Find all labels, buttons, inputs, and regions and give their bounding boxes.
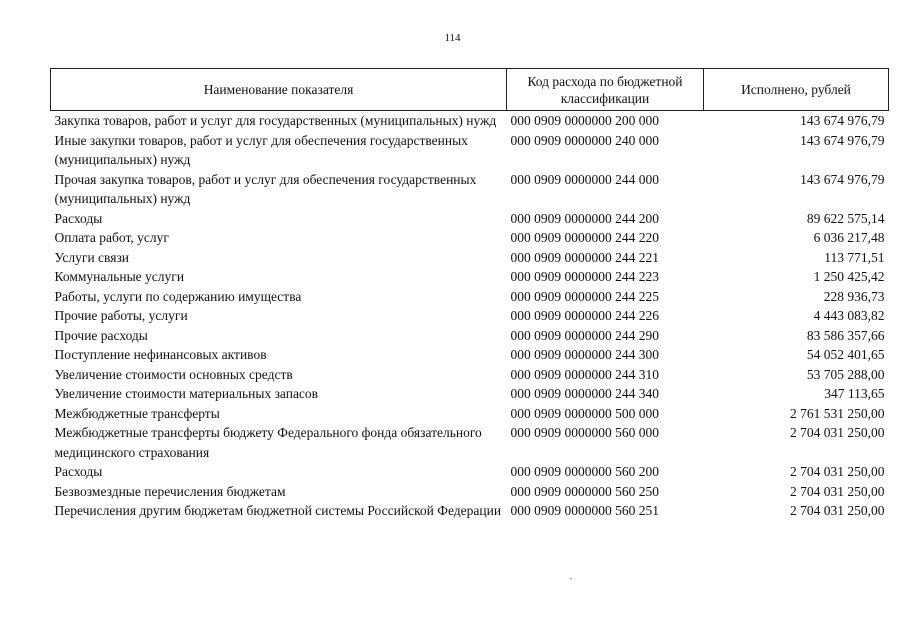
row-code: 000 0909 0000000 560 250	[510, 483, 659, 499]
table-row	[51, 501, 889, 521]
row-code: 000 0909 0000000 200 000	[510, 113, 659, 128]
table-row	[51, 131, 889, 170]
row-name: Прочие работы, услуги	[54, 308, 188, 323]
row-code: 000 0909 0000000 240 000	[510, 132, 659, 148]
row-sum: 2 704 031 250,00	[790, 425, 885, 440]
table-row	[51, 248, 889, 268]
table-row	[51, 423, 889, 462]
row-code: 000 0909 0000000 244 225	[510, 288, 659, 304]
row-code: 000 0909 0000000 560 251	[510, 503, 659, 518]
row-code: 000 0909 0000000 244 340	[510, 386, 659, 401]
row-sum: 228 936,73	[823, 288, 885, 304]
table-row	[51, 111, 889, 131]
row-sum: 89 622 575,14	[806, 210, 885, 226]
table-body	[51, 111, 889, 521]
row-name: Прочая закупка товаров, работ и услуг для обеспечения государственных (муниципальных) нужд	[54, 171, 477, 206]
scan-speck	[570, 578, 572, 579]
row-sum: 6 036 217,48	[813, 230, 885, 245]
row-name: Увеличение стоимости материальных запасов	[54, 386, 319, 401]
row-code: 000 0909 0000000 560 200	[510, 464, 659, 479]
row-sum: 143 674 976,79	[800, 171, 885, 187]
row-name: Прочие расходы	[54, 327, 148, 343]
row-name: Расходы	[54, 464, 103, 479]
table-row	[51, 384, 889, 404]
row-code: 000 0909 0000000 560 000	[510, 425, 659, 440]
table-row	[51, 326, 889, 346]
expenditure-table	[50, 68, 889, 521]
row-sum: 2 761 531 250,00	[790, 405, 885, 421]
row-sum: 143 674 976,79	[800, 113, 885, 128]
table-row	[51, 365, 889, 385]
table-row	[51, 404, 889, 424]
table-row	[51, 228, 889, 248]
row-name: Безвозмездные перечисления бюджетам	[54, 483, 286, 499]
row-name: Коммунальные услуги	[54, 269, 185, 284]
header-sum: Исполнено, рублей	[704, 69, 889, 111]
row-code: 000 0909 0000000 500 000	[510, 405, 659, 421]
row-sum: 53 705 288,00	[806, 366, 885, 382]
row-sum: 2 704 031 250,00	[790, 464, 885, 479]
row-name: Услуги связи	[54, 249, 130, 265]
page-number: 114	[444, 32, 461, 44]
table-row	[51, 170, 889, 209]
row-code: 000 0909 0000000 244 226	[510, 308, 659, 323]
table-row	[51, 267, 889, 287]
row-name: Расходы	[54, 210, 103, 226]
row-code: 000 0909 0000000 244 221	[510, 249, 659, 265]
header-name: Наименование показателя	[51, 69, 507, 111]
row-name: Межбюджетные трансферты	[54, 405, 220, 421]
row-sum: 54 052 401,65	[806, 347, 885, 362]
table-header-row	[51, 69, 889, 111]
row-sum: 2 704 031 250,00	[790, 483, 885, 499]
row-sum: 83 586 357,66	[806, 327, 885, 343]
table-row	[51, 462, 889, 482]
row-sum: 2 704 031 250,00	[790, 503, 885, 518]
row-sum: 4 443 083,82	[813, 308, 885, 323]
row-code: 000 0909 0000000 244 300	[510, 347, 659, 362]
row-name: Иные закупки товаров, работ и услуг для обеспечения государственных (муниципальных) нужд	[54, 132, 468, 167]
row-code: 000 0909 0000000 244 290	[510, 327, 659, 343]
row-name: Работы, услуги по содержанию имущества	[54, 288, 302, 304]
row-name: Межбюджетные трансферты бюджету Федерального фонда обязательного медицинского страхования	[54, 425, 482, 460]
table-row	[51, 345, 889, 365]
row-sum: 1 250 425,42	[813, 269, 885, 284]
row-sum: 347 113,65	[824, 386, 885, 401]
table-row	[51, 209, 889, 229]
row-name: Поступление нефинансовых активов	[54, 347, 267, 362]
row-code: 000 0909 0000000 244 220	[510, 230, 659, 245]
row-sum: 143 674 976,79	[800, 132, 885, 148]
header-code: Код расхода по бюджетной классификации	[507, 69, 704, 111]
row-name: Закупка товаров, работ и услуг для государственных (муниципальных) нужд	[54, 113, 497, 128]
row-name: Перечисления другим бюджетам бюджетной системы Российской Федерации	[54, 503, 502, 518]
row-name: Увеличение стоимости основных средств	[54, 366, 293, 382]
row-code: 000 0909 0000000 244 000	[510, 171, 659, 187]
row-name: Оплата работ, услуг	[54, 230, 169, 245]
row-code: 000 0909 0000000 244 310	[510, 366, 659, 382]
table-row	[51, 482, 889, 502]
row-sum: 113 771,51	[824, 249, 885, 265]
table-row	[51, 306, 889, 326]
row-code: 000 0909 0000000 244 223	[510, 269, 659, 284]
row-code: 000 0909 0000000 244 200	[510, 210, 659, 226]
table-row	[51, 287, 889, 307]
